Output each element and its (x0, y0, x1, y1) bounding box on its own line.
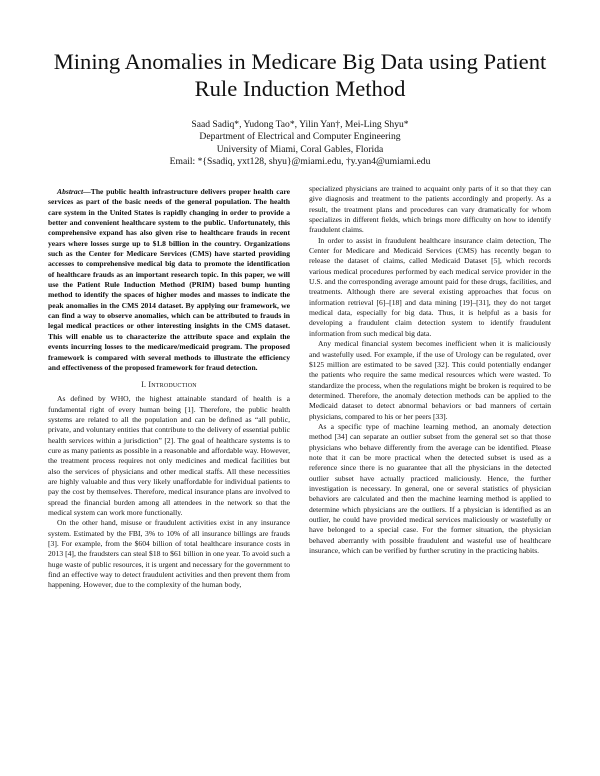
abstract (48, 187, 290, 373)
author-names: Saad Sadiq*, Yudong Tao*, Yilin Yan†, Mei-Ling Shyu* (191, 119, 409, 130)
author-email: Email: *{Ssadiq, yxt128, shyu}@miami.edu, †y.yan4@umiami.edu (169, 155, 431, 167)
abstract-text: —The public health infrastructure delivers proper health care services as part of the basic needs of the general population. The health care system in the United States is rapidly changing in order to provide a better and convenient healthcare system to the public. Unfortunately, this comprehensive expand has also given rise to healthcare frauds in recent years where losses surge up to $1.8 billion in the country. Organizations such as the Center for Medicare Services (CMS) have started providing accesses to comprehensive medical big data to promote the identification of healthcare frauds as an important research topic. In this paper, we will use the Patient Rule Induction Method (PRIM) based bump hunting method to identify the spaces of higher modes and masses to indicate the peak anomalies in the CMS 2014 dataset. By applying our framework, we can find a way to observe anomalies, which can be attributed to frauds in legal medical practices or other interesting insights in the CMS dataset. This will enable us to characterize the attribute space and explain the events incurring losses to the medicare/medicaid program. The proposed framework is compared with several methods to illustrate the efficiency and effectiveness of the proposed framework for fraud detection. (48, 187, 290, 372)
right-column (309, 184, 551, 556)
paper-title: Mining Anomalies in Medicare Big Data using Patient Rule Induction Method (53, 49, 547, 101)
left-paragraph: As defined by WHO, the highest attainable standard of health is a fundamental right of every human being [1]. Therefore, the public health systems are related to all the population and can be defined as “all public, private, and voluntary entities that contribute to the delivery of essential public health services within a jurisdiction” [2]. The goal of healthcare systems is to cure as many patients as possible in a reasonable and affordable way. However, the treatment process requires not only medicines and medical facilities but also the services of physicians and other medical staffs. All these necessities are highly valuable and thus very likely unaffordable for individual patients to pay the cost by themselves. Therefore, medical insurance plans are involved to spread the financial burden among all attendees in the network so that the medical system can work more functionally. (48, 394, 290, 517)
right-paragraph: As a specific type of machine learning method, an anomaly detection method [34] can separate an outlier subset from the general set so that those physicians who behave differently from the average can be identified. Please note that it can be more practical when the detected subset is used as a reference since there is no guarantee that all the physicians in the detected outlier subset have actually practiced maliciously. Hence, the further investigation is necessary. In general, one or several statistics of physician behaviors are calculated and then the machine learning method is applied to determine which physicians are the outliers. If a physician is identified as an outlier, he could have provided medical services maliciously or wastefully or have belonged to a special case. For the former situation, the physician behaved aberrantly with possible fraudulent and wasteful use of healthcare insurance, which can be verified by further scrutiny in the practicing habits. (309, 421, 551, 556)
right-paragraph: In order to assist in fraudulent healthcare insurance claim detection, The Center for Medicare and Medicaid Services (CMS) has recently began to release the dataset of claims, called Medicaid Dataset [5], which records various medical procedures performed by each medical service provider in the U.S. and the corresponding average amount paid for these drugs, facilities, and treatments. Although there are several existing approaches that focus on information retrieval [6]–[18] and data mining [19]–[31], they do not target medical data, especially for big data. Thus, it is helpful as a basis for developing a fraudulent claim detection system to identify fraudulent information from such medical big data. (309, 235, 551, 338)
left-paragraph: On the other hand, misuse or fraudulent activities exist in any insurance system. Estimated by the FBI, 3% to 10% of all insurance billings are frauds [3]. For example, from the $604 billion of total healthcare insurance costs in 2013 [4], the fraudsters can steal $18 to $61 billion in one year. To avoid such a huge waste of public resources, it is urgent and necessary for the government to find an effective way to detect fraudulent activities and then prevent them from happening. However, due to the complexity of the human body, (48, 518, 290, 590)
left-column (48, 187, 290, 591)
author-block (40, 119, 560, 168)
abstract-label: Abstract (57, 187, 84, 196)
section-heading-introduction: I. Introduction (141, 380, 197, 390)
author-university: University of Miami, Coral Gables, Florida (216, 143, 384, 155)
right-paragraph: Any medical financial system becomes inefficient when it is maliciously and wastefully used. For example, if the use of Urology can be regulated, over $125 million are estimated to be saved [32]. This could potentially endanger the patients who require the same medical resources which were wasted. To standardize the process, when the regulations might be broken is required to be determined. Therefore, the anomaly detection methods can be applied to the Medicaid dataset to detect abnormal behaviors or bad manners of certain physicians, compared to his or her peers [33]. (309, 339, 551, 421)
author-department: Department of Electrical and Computer Engineering (199, 131, 401, 143)
right-paragraph: specialized physicians are trained to acquaint only parts of it so that they can give diagnosis and treatment to the patients accordingly and properly. As a result, the treatment plans and procedures can vary dramatically for whom specializes in different fields, which brings more difficulty on how to identify fraudulent claims. (309, 184, 551, 235)
